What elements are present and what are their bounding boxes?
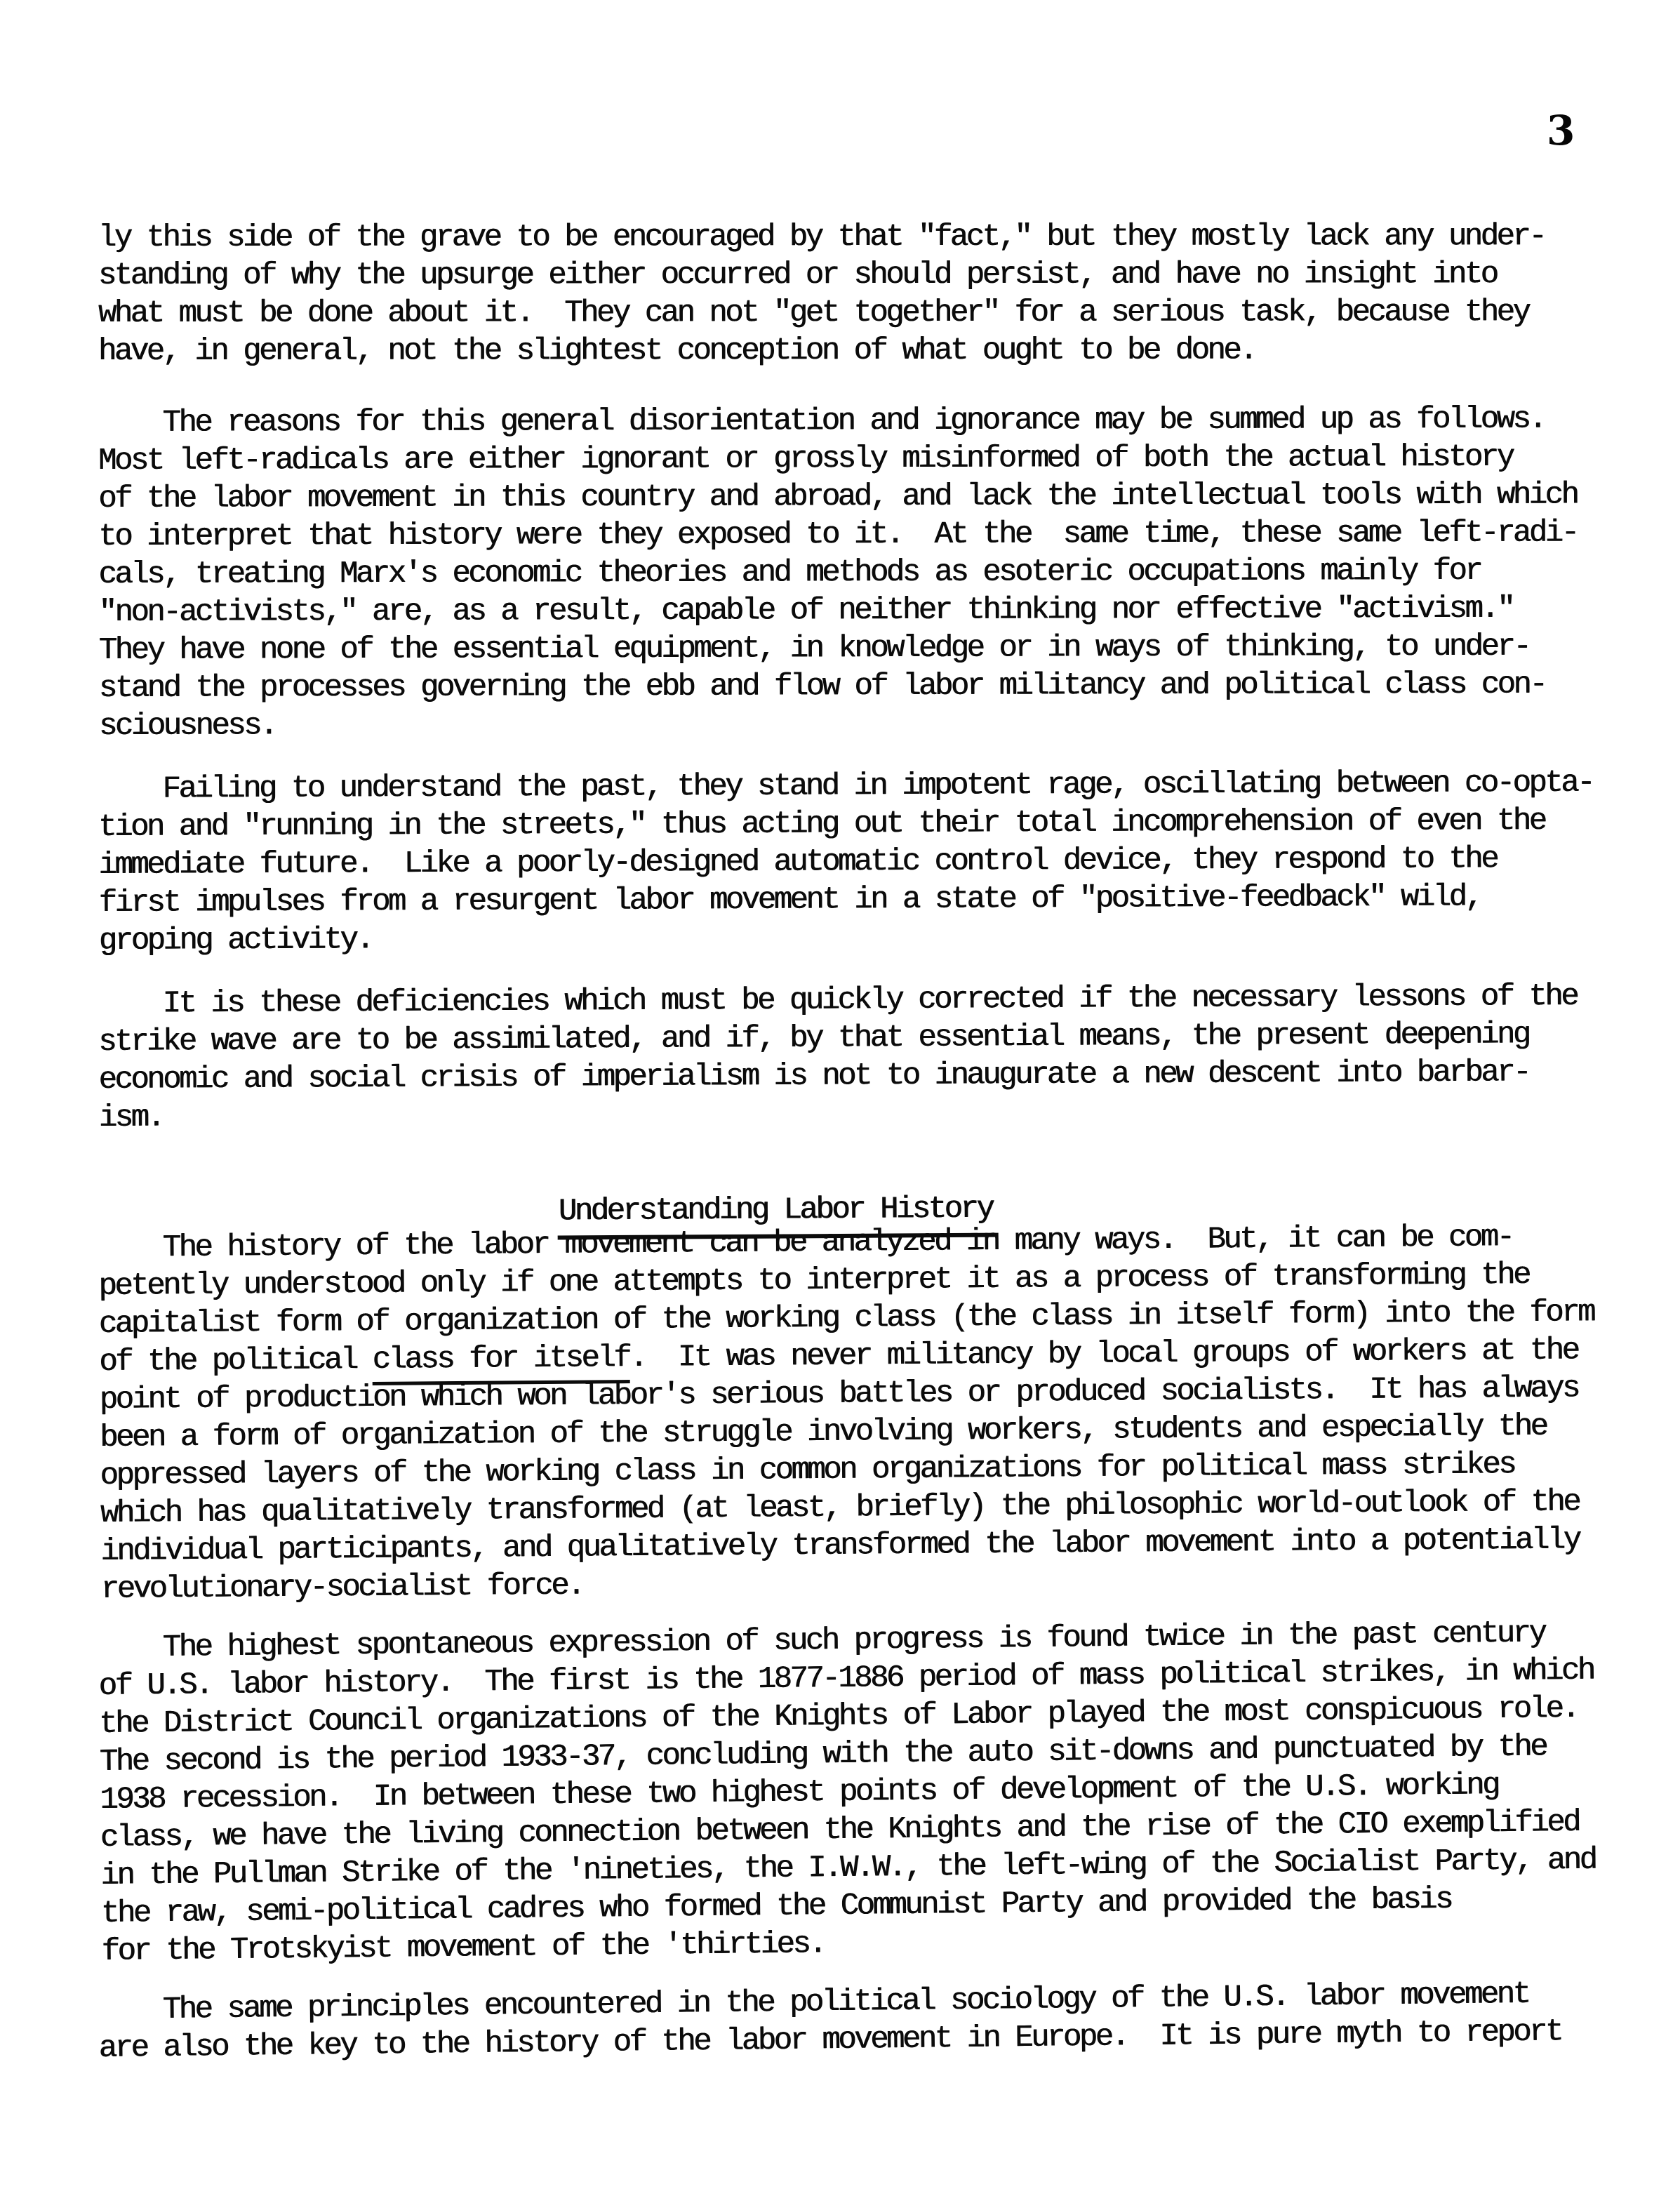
text-line: to interpret that history were they exposed to it. At the same time, these same left-radi- bbox=[98, 515, 1578, 554]
text-line: point of production which won labor's serious battles or produced socialists. It has always bbox=[99, 1371, 1579, 1418]
text-line: in the Pullman Strike of the 'nineties, the I.W.W., the left-wing of the Socialist Party, and bbox=[100, 1842, 1596, 1894]
text-line: for the Trotskyist movement of the 'thirties. bbox=[101, 1927, 825, 1969]
paragraph-1 bbox=[98, 218, 1545, 371]
text-line: The highest spontaneous expression of such progress is found twice in the past century bbox=[98, 1616, 1545, 1666]
text-line: are also the key to the history of the labor movement in Europe. It is pure myth to report bbox=[98, 2014, 1562, 2066]
text-line: revolutionary-socialist force. bbox=[100, 1568, 584, 1607]
text-line: individual participants, and qualitatively transformed the labor movement into a potentially bbox=[100, 1522, 1580, 1569]
paragraph-4 bbox=[98, 978, 1578, 1137]
text-line: cals, treating Marx's economic theories and methods as esoteric occupations mainly for bbox=[98, 553, 1481, 592]
text-line: The second is the period 1933-37, concluding with the auto sit-downs and punctuated by the bbox=[99, 1729, 1547, 1780]
text-line: stand the processes governing the ebb and flow of labor militancy and political class con- bbox=[98, 667, 1546, 706]
text-line: standing of why the upsurge either occurred or should persist, and have no insight into bbox=[98, 257, 1497, 293]
text-line: ism. bbox=[98, 1100, 164, 1136]
text-line: the raw, semi-political cadres who formed the Communist Party and provided the basis bbox=[100, 1882, 1452, 1931]
text-line: strike wave are to be assimilated, and if, by that essential means, the present deepening bbox=[98, 1017, 1530, 1060]
text-line: They have none of the essential equipment, in knowledge or in ways of thinking, to under- bbox=[98, 629, 1530, 668]
text-line: which has qualitatively transformed (at least, briefly) the philosophic world-outlook of the bbox=[100, 1484, 1580, 1531]
text-line: It is these deficiencies which must be quickly corrected if the necessary lessons of the bbox=[98, 978, 1578, 1022]
text-line: the District Council organizations of the Knights of Labor played the most conspicuous role. bbox=[99, 1691, 1578, 1742]
text-segment: of the political bbox=[99, 1342, 373, 1380]
text-line: immediate future. Like a poorly-designed automatic control device, they respond to the bbox=[98, 841, 1498, 883]
paragraph-7 bbox=[98, 1975, 1561, 2068]
text-line: first impulses from a resurgent labor movement in a state of "positive-feedback" wild, bbox=[98, 879, 1481, 921]
text-line: groping activity. bbox=[98, 922, 373, 959]
text-line: oppressed layers of the working class in common organizations for political mass strikes bbox=[100, 1447, 1515, 1493]
text-line: The same principles encountered in the political sociology of the U.S. labor movement bbox=[98, 1976, 1529, 2028]
text-line: sciousness. bbox=[99, 708, 276, 744]
text-line: what must be done about it. They can not "get together" for a serious task, because they bbox=[98, 295, 1529, 331]
text-segment: . It was never militancy by local groups of workers at the bbox=[629, 1333, 1578, 1376]
text-line: class, we have the living connection between the Knights and the rise of the CIO exemplified bbox=[100, 1804, 1580, 1856]
underlined-phrase: class for itself bbox=[373, 1340, 630, 1385]
text-line: capitalist form of organization of the working class (the class in itself form) into the form bbox=[98, 1295, 1594, 1342]
text-line: economic and social crisis of imperialism is not to inaugurate a new descent into barbar- bbox=[98, 1055, 1530, 1098]
text-line: "non-activists," are, as a result, capable of neither thinking nor effective "activism." bbox=[98, 591, 1514, 630]
text-line: have, in general, not the slightest conception of what ought to be done. bbox=[98, 333, 1256, 369]
text-line: Most left-radicals are either ignorant or grossly misinformed of both the actual history bbox=[98, 439, 1513, 479]
text-line: The reasons for this general disorientation and ignorance may be summed up as follows. bbox=[98, 401, 1545, 441]
paragraph-2 bbox=[98, 400, 1578, 745]
text-line: tion and "running in the streets," thus acting out their total incomprehension of even the bbox=[98, 804, 1545, 845]
paragraph-6 bbox=[98, 1614, 1596, 1971]
text-line: of the labor movement in this country and abroad, and lack the intellectual tools with which bbox=[98, 477, 1578, 517]
page-number: 3 bbox=[1547, 107, 1575, 154]
text-line: 1938 recession. In between these two highest points of development of the U.S. working bbox=[100, 1768, 1499, 1818]
paragraph-5 bbox=[98, 1218, 1596, 1609]
text-line: Failing to understand the past, they stand in impotent rage, oscillating between co-opta- bbox=[98, 765, 1594, 807]
text-line: The history of the labor movement can be analyzed in many ways. But, it can be com- bbox=[98, 1220, 1513, 1266]
text-line: ly this side of the grave to be encouraged by that "fact," but they mostly lack any under- bbox=[98, 219, 1545, 255]
paragraph-3 bbox=[98, 764, 1594, 960]
text-line: petently understood only if one attempts to interpret it as a process of transforming the bbox=[98, 1257, 1530, 1304]
section-heading-text: Understanding Labor History bbox=[557, 1192, 999, 1240]
text-line: been a form of organization of the struggle involving workers, students and especially the bbox=[100, 1409, 1547, 1456]
text-line: of U.S. labor history. The first is the 1877-1886 period of mass political strikes, in which bbox=[98, 1653, 1594, 1704]
